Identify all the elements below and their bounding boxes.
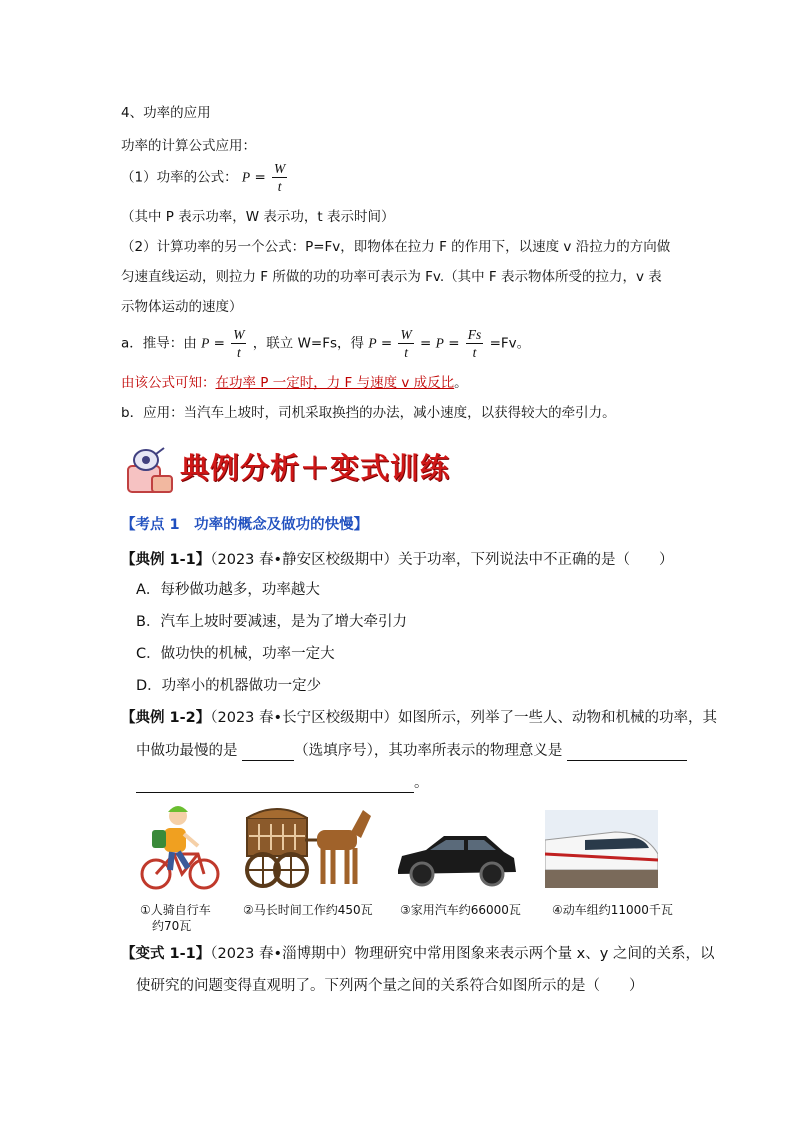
- q1-question: 关于功率，下列说法中不正确的是（ ）: [398, 552, 674, 568]
- answer-blank-2[interactable]: [567, 740, 687, 761]
- caption-4: ④动车组约11000千瓦: [552, 903, 673, 917]
- denominator-t: t: [404, 345, 408, 360]
- q1-source: （2023 春•静安区校级期中）: [210, 552, 399, 568]
- q1-option-d: D．功率小的机器做功一定少: [136, 678, 322, 694]
- q2-stem-line-3: [136, 772, 429, 793]
- item1-label: （1）功率的公式：: [121, 169, 238, 186]
- numerator-W: W: [274, 161, 286, 176]
- q2-stem2b: （选填序号），其功率所表示的物理意义是: [294, 743, 567, 759]
- conclusion-highlight: 在功率 P 一定时，力 F 与速度 v 成反比: [215, 375, 455, 391]
- fraction-W-over-t: [272, 160, 287, 195]
- q1-label: 【典例 1-1】: [121, 552, 211, 568]
- q2-source: （2023 春•长宁区校级期中）: [210, 710, 399, 726]
- cyclist-image: [138, 798, 224, 896]
- q2-stem-line-2: [136, 740, 687, 761]
- q1-stem: [121, 550, 674, 570]
- fraction-W-over-t: [231, 326, 246, 361]
- answer-blank-1[interactable]: [242, 740, 294, 761]
- equals-sign: =: [213, 335, 225, 352]
- equals-sign: =: [380, 335, 393, 352]
- numerator-W: W: [400, 327, 412, 342]
- fraction-Fs-over-t: [466, 326, 484, 361]
- conclusion-prefix: 由该公式可知：: [121, 375, 216, 391]
- numerator-Fs: Fs: [467, 327, 482, 342]
- caption-1-line-1: ①人骑自行车: [140, 903, 211, 917]
- kaodian-title: 【考点 1 功率的概念及做功的快慢】: [121, 517, 369, 533]
- banner-title: 典例分析＋变式训练: [180, 451, 451, 485]
- q2-stem3-end: 。: [414, 775, 429, 791]
- item2-line-3: 示物体运动的速度）: [121, 299, 243, 315]
- q2-stem2a: 中做功最慢的是: [136, 743, 243, 759]
- equals-sign: =: [420, 335, 432, 352]
- equals-sign: =: [254, 169, 266, 186]
- item2-line-2: 匀速直线运动，则拉力 F 所做的功的功率可表示为 Fv.（其中 F 表示物体所受的拉力，v 表: [121, 269, 662, 285]
- bullet-train-image: [545, 810, 658, 888]
- answer-blank-2-continued[interactable]: [136, 772, 414, 793]
- q2-label: 【典例 1-2】: [121, 710, 211, 726]
- section-heading: 4、功率的应用: [121, 105, 211, 121]
- denominator-t: t: [236, 345, 241, 360]
- q1-option-b: B．汽车上坡时要减速，是为了增大牵引力: [136, 614, 407, 630]
- caption-3: ③家用汽车约66000瓦: [400, 903, 521, 917]
- suv-car-image: [392, 830, 520, 890]
- symbol-P: P: [201, 335, 210, 351]
- q3-stem-line-1: [121, 944, 714, 964]
- q3-stem1: 物理研究中常用图象来表示两个量 x、y 之间的关系，以: [354, 946, 715, 962]
- derive-end: =Fv。: [489, 335, 531, 352]
- conclusion-line: [121, 374, 468, 392]
- banner-icon: [126, 446, 176, 496]
- formula-line-1: [121, 160, 289, 195]
- caption-1-line-2: 约70瓦: [152, 919, 192, 933]
- q2-stem-line-1: [121, 708, 717, 728]
- q3-label: 【变式 1-1】: [121, 946, 211, 962]
- denominator-t: t: [472, 345, 477, 360]
- symbol-P: P: [368, 335, 377, 351]
- item2-line-1: （2）计算功率的另一个公式：P=Fv，即物体在拉力 F 的作用下，以速度 v 沿拉力的方向做: [121, 239, 671, 255]
- q1-option-a: A．每秒做功越多，功率越大: [136, 582, 320, 598]
- derivation-line: [121, 326, 530, 361]
- q2-stem1: 如图所示，列举了一些人、动物和机械的功率，其: [398, 710, 718, 726]
- equals-sign: =: [448, 335, 460, 352]
- fraction-W-over-t: [398, 326, 413, 361]
- caption-2: ②马长时间工作约450瓦: [243, 903, 373, 917]
- item1-note: （其中 P 表示功率，W 表示功，t 表示时间）: [121, 209, 395, 225]
- q3-stem-line-2: 使研究的问题变得直观明了。下列两个量之间的关系符合如图所示的是（ ）: [136, 978, 644, 994]
- derive-mid: ，联立 W=Fs，得: [252, 335, 365, 352]
- application-line: b．应用：当汽车上坡时，司机采取换挡的办法，减小速度，以获得较大的牵引力。: [121, 405, 616, 421]
- symbol-P: P: [435, 335, 444, 351]
- q3-source: （2023 春•淄博期中）: [210, 946, 355, 962]
- q1-option-c: C．做功快的机械，功率一定大: [136, 646, 335, 662]
- symbol-P: P: [241, 169, 251, 185]
- derive-prefix: a．推导：由: [121, 335, 197, 352]
- conclusion-end: 。: [454, 375, 468, 391]
- formula-intro: 功率的计算公式应用：: [121, 138, 256, 154]
- horse-cart-image: [243, 800, 373, 892]
- numerator-W: W: [233, 327, 245, 342]
- denominator-t: t: [277, 179, 282, 194]
